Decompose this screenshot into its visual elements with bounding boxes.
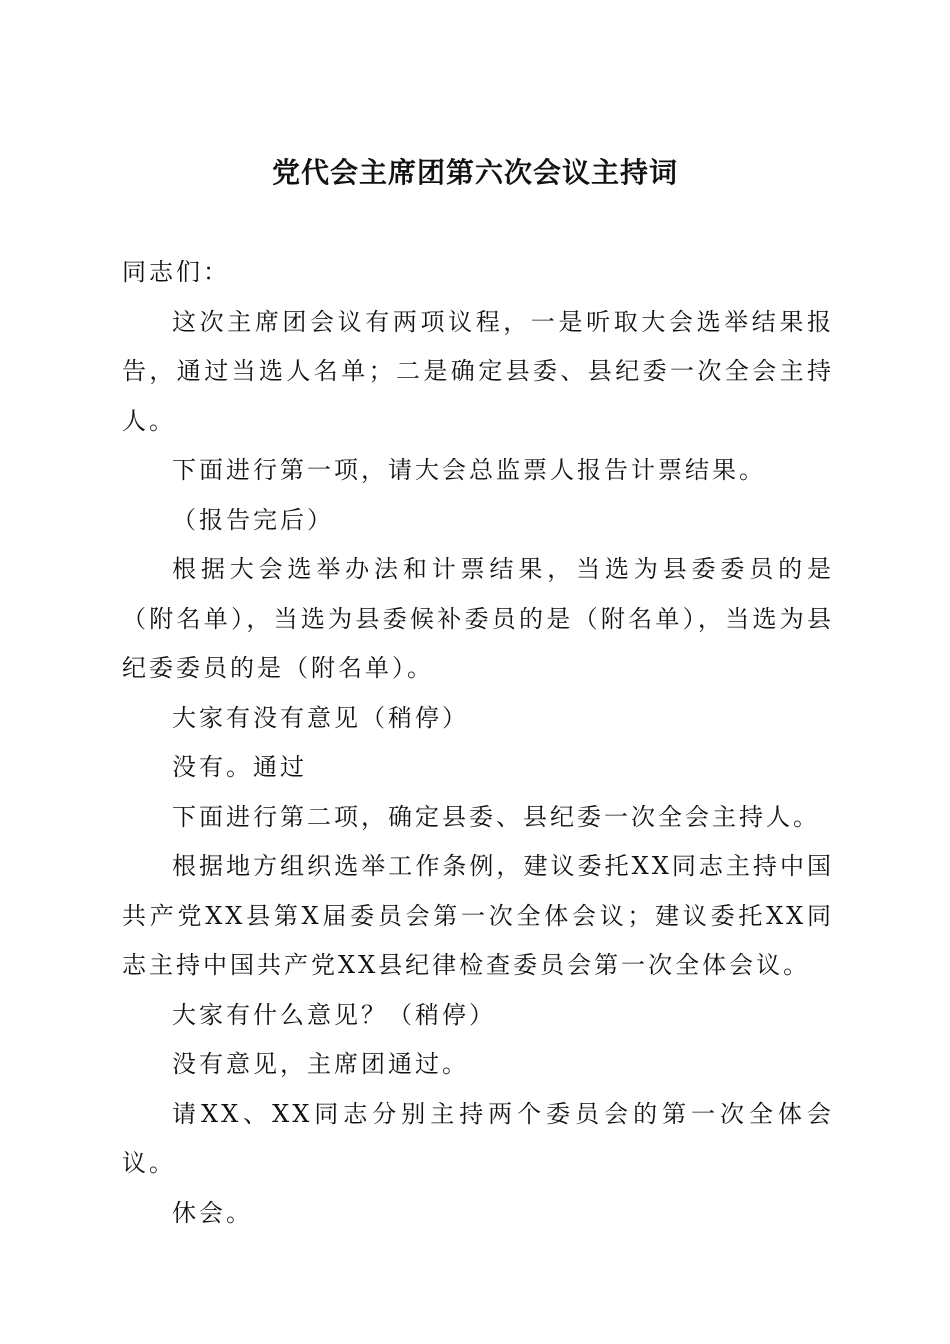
paragraph-any-objections: 大家有没有意见（稍停） bbox=[172, 703, 469, 732]
paragraph-salutation: 同志们： bbox=[122, 258, 230, 286]
paragraph-passed: 没有。通过 bbox=[172, 753, 307, 781]
paragraph-any-opinions: 大家有什么意见？（稍停） bbox=[172, 1000, 496, 1029]
paragraph-agenda: 这次主席团会议有两项议程，一是听取大会选举结果报告，通过当选人名单；二是确定县委、县纪委一次全会主持人。 bbox=[122, 307, 834, 435]
paragraph-invite-hosts: 请XX、XX同志分别主持两个委员会的第一次全体会议。 bbox=[122, 1099, 834, 1177]
paragraph-after-report: （报告完后） bbox=[172, 505, 334, 534]
paragraph-item-one: 下面进行第一项，请大会总监票人报告计票结果。 bbox=[172, 456, 766, 484]
paragraph-presidium-passed: 没有意见，主席团通过。 bbox=[172, 1050, 469, 1078]
document-body bbox=[122, 248, 834, 1238]
paragraph-election-results: 根据大会选举办法和计票结果，当选为县委委员的是（附名单），当选为县委候补委员的是（附名单），当选为县纪委委员的是（附名单）。 bbox=[122, 555, 834, 682]
paragraph-item-two: 下面进行第二项，确定县委、县纪委一次全会主持人。 bbox=[172, 802, 820, 831]
paragraph-proposal: 根据地方组织选举工作条例，建议委托XX同志主持中国共产党XX县第X届委员会第一次全体会议；建议委托XX同志主持中国共产党XX县纪律检查委员会第一次全体会议。 bbox=[122, 852, 834, 979]
paragraph-adjourn: 休会。 bbox=[172, 1198, 253, 1227]
document-title: 党代会主席团第六次会议主持词 bbox=[271, 156, 678, 189]
